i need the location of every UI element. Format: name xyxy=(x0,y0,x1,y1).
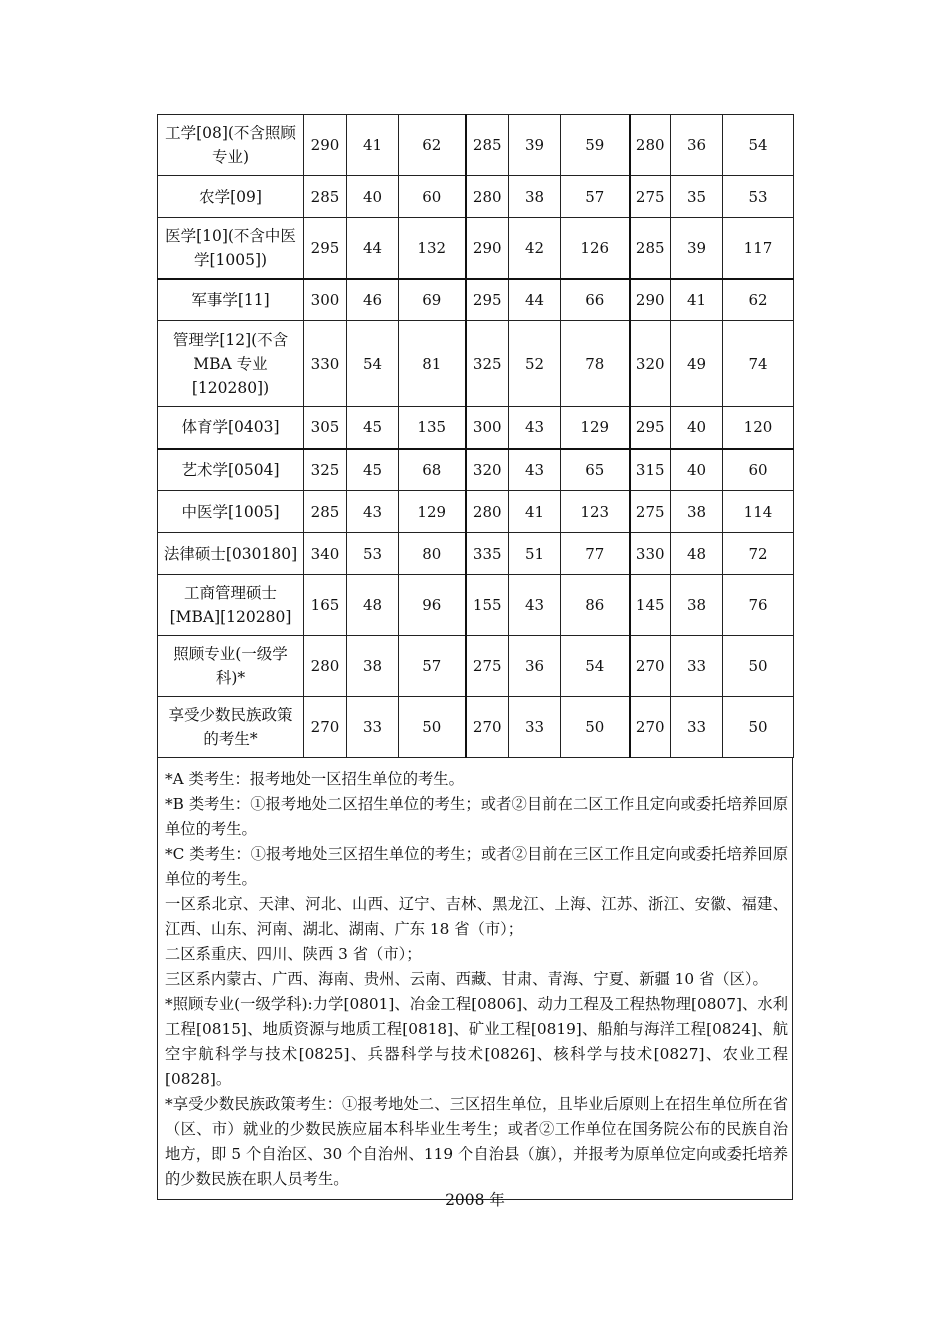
score-cell: 53 xyxy=(347,533,399,575)
score-cell: 123 xyxy=(561,491,630,533)
score-cell: 77 xyxy=(561,533,630,575)
score-cell: 43 xyxy=(509,575,561,636)
score-cell: 295 xyxy=(304,218,347,279)
score-cell: 48 xyxy=(347,575,399,636)
row-label: 医学[10](不含中医学[1005]) xyxy=(158,218,304,279)
score-cell: 43 xyxy=(509,407,561,449)
score-cell: 290 xyxy=(304,115,347,176)
score-cell: 52 xyxy=(509,321,561,407)
score-document xyxy=(157,114,793,1200)
note-zone-1: 一区系北京、天津、河北、山西、辽宁、吉林、黑龙江、上海、江苏、浙江、安徽、福建、江西、山东、河南、湖北、湖南、广东 18 省（市）； xyxy=(165,895,788,938)
score-cell: 41 xyxy=(347,115,399,176)
score-cell: 38 xyxy=(347,636,399,697)
row-label: 体育学[0403] xyxy=(158,407,304,449)
score-cell: 66 xyxy=(561,279,630,321)
score-cell: 36 xyxy=(509,636,561,697)
score-cell: 44 xyxy=(347,218,399,279)
score-cell: 285 xyxy=(466,115,509,176)
score-cell: 50 xyxy=(399,697,466,758)
note-special-majors: *照顾专业(一级学科):力学[0801]、冶金工程[0806]、动力工程及工程热物理[0807]、水利工程[0815]、地质资源与地质工程[0818]、矿业工程[0819]、船舶与海洋工程[0824]、航空宇航科学与技术[0825]、兵器科学与技术[0826]、核科学与技术[0827]、农业工程[0828]。 xyxy=(165,995,788,1088)
score-cell: 290 xyxy=(466,218,509,279)
score-cell: 280 xyxy=(466,491,509,533)
score-cell: 129 xyxy=(561,407,630,449)
score-cell: 335 xyxy=(466,533,509,575)
table-row xyxy=(158,533,794,575)
note-zone-3: 三区系内蒙古、广西、海南、贵州、云南、西藏、甘肃、青海、宁夏、新疆 10 省（区）。 xyxy=(165,970,768,988)
note-c-class: *C 类考生：①报考地处三区招生单位的考生；或者②目前在三区工作且定向或委托培养回原单位的考生。 xyxy=(165,845,788,888)
score-cell: 68 xyxy=(399,449,466,491)
score-cell: 270 xyxy=(304,697,347,758)
score-cell: 43 xyxy=(509,449,561,491)
score-cell: 38 xyxy=(671,491,723,533)
score-cell: 50 xyxy=(561,697,630,758)
table-row xyxy=(158,449,794,491)
note-zone-2: 二区系重庆、四川、陕西 3 省（市）； xyxy=(165,945,422,963)
score-cell: 96 xyxy=(399,575,466,636)
score-cell: 325 xyxy=(466,321,509,407)
score-cell: 270 xyxy=(630,636,671,697)
score-cell: 325 xyxy=(304,449,347,491)
score-cell: 300 xyxy=(304,279,347,321)
score-table xyxy=(157,114,794,758)
score-cell: 270 xyxy=(630,697,671,758)
score-cell: 275 xyxy=(630,491,671,533)
score-cell: 50 xyxy=(723,636,794,697)
row-label: 管理学[12](不含MBA 专业[120280]) xyxy=(158,321,304,407)
score-cell: 57 xyxy=(561,176,630,218)
score-cell: 320 xyxy=(630,321,671,407)
score-cell: 41 xyxy=(671,279,723,321)
score-cell: 36 xyxy=(671,115,723,176)
footer-year: 2008 年 xyxy=(445,1191,505,1209)
score-cell: 45 xyxy=(347,407,399,449)
score-cell: 54 xyxy=(723,115,794,176)
score-cell: 53 xyxy=(723,176,794,218)
score-cell: 117 xyxy=(723,218,794,279)
score-cell: 340 xyxy=(304,533,347,575)
score-cell: 51 xyxy=(509,533,561,575)
score-cell: 330 xyxy=(304,321,347,407)
score-cell: 86 xyxy=(561,575,630,636)
note-b-class: *B 类考生：①报考地处二区招生单位的考生；或者②目前在二区工作且定向或委托培养回原单位的考生。 xyxy=(165,795,788,838)
score-cell: 290 xyxy=(630,279,671,321)
notes-section xyxy=(157,758,793,1200)
score-cell: 305 xyxy=(304,407,347,449)
table-row xyxy=(158,218,794,279)
score-cell: 114 xyxy=(723,491,794,533)
score-cell: 78 xyxy=(561,321,630,407)
score-cell: 295 xyxy=(630,407,671,449)
score-cell: 33 xyxy=(671,636,723,697)
score-cell: 40 xyxy=(347,176,399,218)
score-cell: 57 xyxy=(399,636,466,697)
score-cell: 39 xyxy=(671,218,723,279)
score-cell: 135 xyxy=(399,407,466,449)
row-label: 享受少数民族政策的考生* xyxy=(158,697,304,758)
score-table-body xyxy=(158,115,794,758)
score-cell: 280 xyxy=(304,636,347,697)
score-cell: 50 xyxy=(723,697,794,758)
score-cell: 76 xyxy=(723,575,794,636)
score-cell: 69 xyxy=(399,279,466,321)
score-cell: 60 xyxy=(723,449,794,491)
score-cell: 280 xyxy=(630,115,671,176)
score-cell: 285 xyxy=(304,176,347,218)
score-cell: 38 xyxy=(509,176,561,218)
table-row xyxy=(158,279,794,321)
score-cell: 43 xyxy=(347,491,399,533)
table-row xyxy=(158,491,794,533)
score-cell: 65 xyxy=(561,449,630,491)
score-cell: 33 xyxy=(347,697,399,758)
score-cell: 33 xyxy=(671,697,723,758)
score-cell: 80 xyxy=(399,533,466,575)
score-cell: 49 xyxy=(671,321,723,407)
score-cell: 62 xyxy=(723,279,794,321)
score-cell: 72 xyxy=(723,533,794,575)
note-a-class: *A 类考生：报考地处一区招生单位的考生。 xyxy=(165,770,464,788)
score-cell: 48 xyxy=(671,533,723,575)
score-cell: 275 xyxy=(466,636,509,697)
table-row xyxy=(158,176,794,218)
row-label: 法律硕士[030180] xyxy=(158,533,304,575)
score-cell: 60 xyxy=(399,176,466,218)
score-cell: 280 xyxy=(466,176,509,218)
score-cell: 285 xyxy=(304,491,347,533)
table-row xyxy=(158,321,794,407)
table-row xyxy=(158,115,794,176)
score-cell: 155 xyxy=(466,575,509,636)
score-cell: 54 xyxy=(347,321,399,407)
note-minority-policy: *享受少数民族政策考生：①报考地处二、三区招生单位，且毕业后原则上在招生单位所在省（区、市）就业的少数民族应届本科毕业生考生；或者②工作单位在国务院公布的民族自治地方，即 5 个自治区、30 个自治州、119 个自治县（旗），并报考为原单位定向或委托培养的少数民族在职人员考生。 xyxy=(165,1095,788,1188)
score-cell: 39 xyxy=(509,115,561,176)
score-cell: 275 xyxy=(630,176,671,218)
score-cell: 62 xyxy=(399,115,466,176)
row-label: 工商管理硕士[MBA][120280] xyxy=(158,575,304,636)
score-cell: 132 xyxy=(399,218,466,279)
score-cell: 33 xyxy=(509,697,561,758)
score-cell: 35 xyxy=(671,176,723,218)
score-cell: 129 xyxy=(399,491,466,533)
score-cell: 270 xyxy=(466,697,509,758)
score-cell: 54 xyxy=(561,636,630,697)
score-cell: 45 xyxy=(347,449,399,491)
score-cell: 38 xyxy=(671,575,723,636)
score-cell: 46 xyxy=(347,279,399,321)
row-label: 中医学[1005] xyxy=(158,491,304,533)
row-label: 农学[09] xyxy=(158,176,304,218)
score-cell: 165 xyxy=(304,575,347,636)
score-cell: 81 xyxy=(399,321,466,407)
table-row xyxy=(158,636,794,697)
score-cell: 40 xyxy=(671,407,723,449)
score-cell: 315 xyxy=(630,449,671,491)
table-row xyxy=(158,575,794,636)
score-cell: 285 xyxy=(630,218,671,279)
score-cell: 40 xyxy=(671,449,723,491)
score-cell: 120 xyxy=(723,407,794,449)
score-cell: 295 xyxy=(466,279,509,321)
score-cell: 44 xyxy=(509,279,561,321)
table-row xyxy=(158,407,794,449)
score-cell: 59 xyxy=(561,115,630,176)
score-cell: 320 xyxy=(466,449,509,491)
row-label: 艺术学[0504] xyxy=(158,449,304,491)
table-row xyxy=(158,697,794,758)
score-cell: 74 xyxy=(723,321,794,407)
score-cell: 41 xyxy=(509,491,561,533)
score-cell: 300 xyxy=(466,407,509,449)
score-cell: 145 xyxy=(630,575,671,636)
score-cell: 126 xyxy=(561,218,630,279)
row-label: 军事学[11] xyxy=(158,279,304,321)
score-cell: 330 xyxy=(630,533,671,575)
score-cell: 42 xyxy=(509,218,561,279)
row-label: 照顾专业(一级学科)* xyxy=(158,636,304,697)
row-label: 工学[08](不含照顾专业) xyxy=(158,115,304,176)
